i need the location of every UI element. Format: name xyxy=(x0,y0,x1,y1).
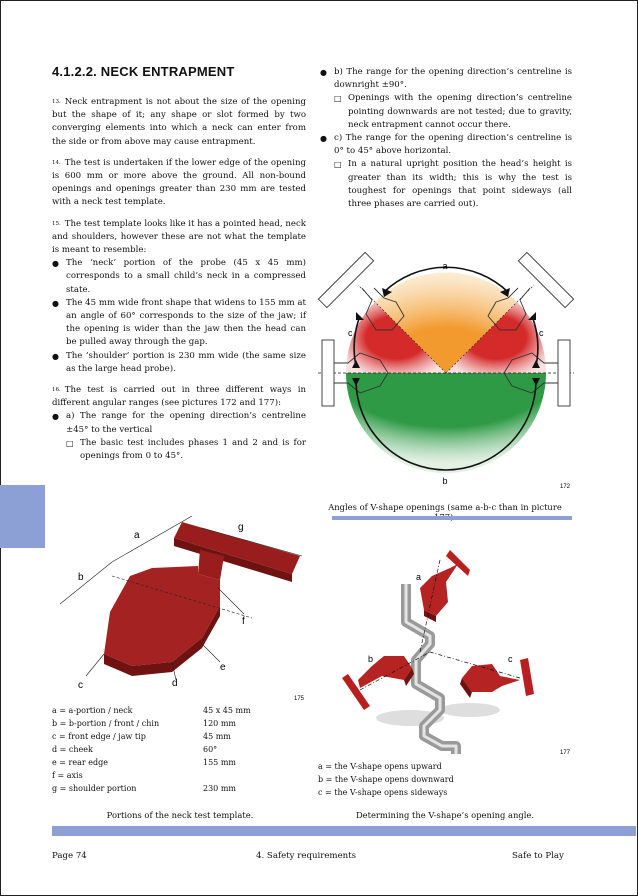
label-b: b xyxy=(368,654,374,664)
figure-175-caption: Portions of the neck test template. xyxy=(106,810,254,820)
legend-row: c = the V-shape opens sideways xyxy=(318,788,448,797)
label-a: a xyxy=(134,530,140,541)
label-d: d xyxy=(172,678,178,689)
paragraph-16 xyxy=(52,384,306,410)
legend-value: 120 mm xyxy=(203,719,236,728)
figure-number: 172 xyxy=(560,484,571,490)
bullet-list-right xyxy=(320,66,572,211)
legend-desc: c = front edge / jaw tip xyxy=(52,732,146,741)
legend-value: 45 mm xyxy=(203,732,231,741)
figure-172-angle-diagram xyxy=(318,250,574,496)
label-a: a xyxy=(442,261,448,271)
list-item: ● The ‘shoulder’ portion is 230 mm wide (the same size as the large head probe). xyxy=(52,350,306,376)
label-b: b xyxy=(78,572,84,583)
footer-section: 4. Safety requirements xyxy=(256,851,357,861)
legend-desc: e = rear edge xyxy=(52,758,108,767)
label-a: a xyxy=(416,572,422,582)
page-number: Page 74 xyxy=(52,851,87,861)
legend-value: 230 mm xyxy=(203,784,236,793)
bullet-list-16 xyxy=(52,410,306,463)
label-c: c xyxy=(78,680,83,691)
paragraph-text: The test template looks like it has a pointed head, neck and shoulders, however these are not what the template is meant to resemble: xyxy=(52,218,306,256)
range-b-sector xyxy=(346,373,546,473)
template-c xyxy=(460,658,534,698)
paragraph-text: The test is carried out in three different ways in different angular ranges (see pictures 172 and 177): xyxy=(52,385,306,409)
legend-value: 155 mm xyxy=(203,758,236,767)
paragraph-number: 15. xyxy=(52,220,61,227)
label-e: e xyxy=(220,662,226,673)
label-g: g xyxy=(238,522,244,533)
chapter-tab xyxy=(0,485,45,548)
figure-177-legend xyxy=(318,760,568,799)
figure-172-caption: Angles of V-shape openings (same a-b-c than in picture xyxy=(328,502,562,512)
bullet-list-15 xyxy=(52,257,306,376)
paragraph-number: 16. xyxy=(52,387,61,394)
figure-175-neck-template xyxy=(52,516,310,706)
legend-row xyxy=(52,704,302,717)
legend-row xyxy=(52,743,302,756)
label-f: f xyxy=(242,616,245,627)
figure-175-legend xyxy=(52,704,302,795)
legend-row: a = the V-shape opens upward xyxy=(318,762,442,771)
paragraph-number: 13. xyxy=(52,99,61,105)
legend-row xyxy=(52,717,302,730)
caption-underline xyxy=(332,516,572,520)
paragraph-15 xyxy=(52,218,306,258)
legend-value: 60° xyxy=(203,745,218,754)
figure-177-caption: Determining the V-shape’s opening angle. xyxy=(355,810,535,820)
figure-number: 177 xyxy=(560,750,571,756)
list-subitem: □ Openings with the opening direction’s centreline pointing downwards are not tested; due to gravity, neck entrapment cannot occur there. xyxy=(320,92,572,132)
list-item: ● c) The range for the opening direction’s centreline is 0° to 45° above horizontal. xyxy=(320,132,572,158)
legend-row xyxy=(52,769,302,782)
list-item: ● The 45 mm wide front shape that widens to 155 mm at an angle of 60° corresponds to the size of the jaw; if the opening is wider than the jaw then the head can be pulled away through the gap. xyxy=(52,297,306,350)
label-c-left: c xyxy=(348,328,353,338)
template-b xyxy=(342,656,414,710)
legend-value: 45 x 45 mm xyxy=(203,706,251,715)
legend-desc: d = cheek xyxy=(52,745,93,754)
list-subitem: □ In a natural upright position the head’s height is greater than its width; this is why the test is toughest for openings that point sideways (all three phases are carried out). xyxy=(320,158,572,211)
legend-desc: f = axis xyxy=(52,771,83,780)
label-c: c xyxy=(508,654,513,664)
list-item: ● b) The range for the opening direction’s centreline is downright ±90°. xyxy=(320,66,572,92)
list-item: ● The ‘neck’ portion of the probe (45 x 45 mm) corresponds to a small child’s neck in a compressed state. xyxy=(52,257,306,297)
right-column xyxy=(320,66,572,219)
figure-number: 175 xyxy=(294,696,305,702)
legend-desc: a = a-portion / neck xyxy=(52,706,133,715)
figure-177-opening-angle xyxy=(320,540,576,760)
legend-row xyxy=(52,756,302,769)
section-heading: 4.1.2.2. NECK ENTRAPMENT xyxy=(52,64,235,79)
legend-desc: b = b-portion / front / chin xyxy=(52,719,160,728)
paragraph-13 xyxy=(52,96,306,149)
label-c-right: c xyxy=(539,328,544,338)
list-subitem: □ The basic test includes phases 1 and 2 and is for openings from 0 to 45°. xyxy=(52,437,306,463)
paragraph-text: Neck entrapment is not about the size of the opening but the shape of it; any shape or slot formed by two converging elements into which a neck can enter from the side or from above may cause entrapment. xyxy=(52,97,306,147)
paragraph-text: The test is undertaken if the lower edge of the opening is 600 mm or more above the ground. All non-bound openings and openings greater than 230 mm are tested with a neck test template. xyxy=(52,157,306,208)
footer-title: Safe to Play xyxy=(512,851,564,861)
legend-desc: g = shoulder portion xyxy=(52,784,137,793)
footer-rule xyxy=(52,826,636,836)
label-b: b xyxy=(442,476,448,486)
paragraph-14 xyxy=(52,157,306,210)
template-a xyxy=(420,550,470,622)
legend-row: b = the V-shape opens downward xyxy=(318,775,454,784)
legend-row xyxy=(52,782,302,795)
list-item: ● a) The range for the opening direction’s centreline ±45° to the vertical xyxy=(52,410,306,436)
template-body xyxy=(104,522,300,676)
left-column xyxy=(52,96,306,471)
paragraph-number: 14. xyxy=(52,159,61,166)
legend-row xyxy=(52,730,302,743)
